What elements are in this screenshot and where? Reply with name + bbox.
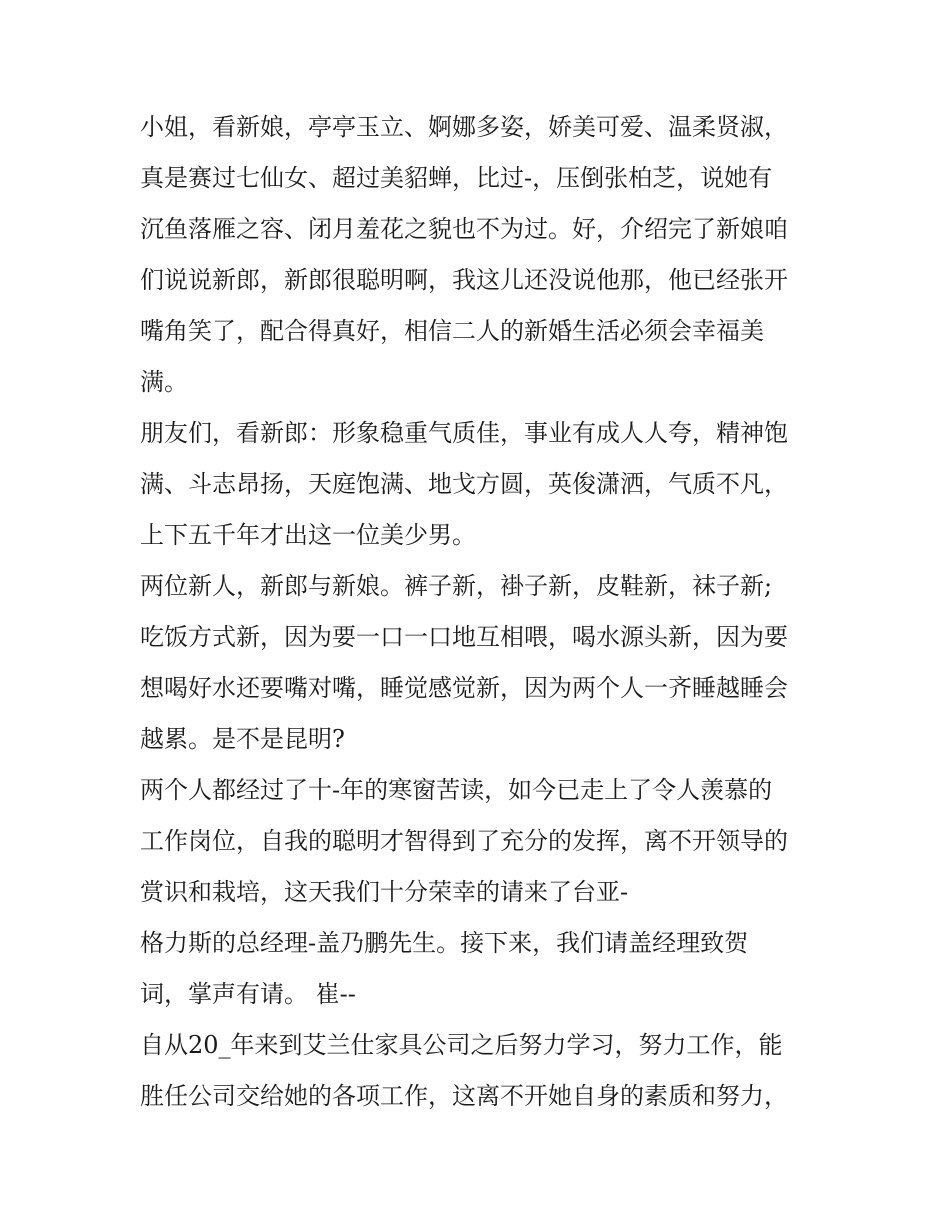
text-line: 赏识和栽培，这天我们十分荣幸的请来了台亚- — [140, 878, 629, 906]
text-line: 小姐，看新娘，亭亭玉立、婀娜多姿，娇美可爱、温柔贤淑， — [140, 113, 788, 141]
text-line: 真是赛过七仙女、超过美貂蝉，比过-，压倒张柏芝，说她有 — [140, 164, 773, 192]
text-line: 两位新人，新郎与新娘。裤子新，褂子新，皮鞋新，袜子新; — [140, 572, 773, 600]
text-line: 嘴角笑了，配合得真好，相信二人的新婚生活必须会幸福美 — [140, 317, 764, 345]
text-line: 吃饭方式新，因为要一口一口地互相喂，喝水源头新，因为要 — [140, 623, 788, 651]
text-line: 沉鱼落雁之容、闭月羞花之貌也不为过。好，介绍完了新娘咱 — [140, 215, 788, 243]
text-line: 格力斯的总经理-盖乃鹏先生。接下来，我们请盖经理致贺 — [140, 929, 749, 957]
text-line: 朋友们，看新郎：形象稳重气质佳，事业有成人人夸，精神饱 — [140, 419, 788, 447]
text-line: 想喝好水还要嘴对嘴，睡觉感觉新，因为两个人一齐睡越睡会 — [140, 674, 788, 702]
text-line: 词，掌声有请。 崔-- — [140, 980, 356, 1008]
text-line: 上下五千年才出这一位美少男。 — [140, 521, 476, 549]
text-line: 满。 — [140, 368, 188, 396]
text-line: 满、斗志昂扬，天庭饱满、地戈方圆，英俊潇洒，气质不凡， — [140, 470, 788, 498]
text-line: 们说说新郎，新郎很聪明啊，我这儿还没说他那，他已经张开 — [140, 266, 788, 294]
text-line: 两个人都经过了十-年的寒窗苦读，如今已走上了令人羡慕的 — [140, 776, 773, 804]
text-line: 越累。是不是昆明? — [140, 725, 345, 753]
text-line: 工作岗位，自我的聪明才智得到了充分的发挥，离不开领导的 — [140, 827, 788, 855]
document-text — [140, 102, 830, 1122]
text-line: 自从20_年来到艾兰仕家具公司之后努力学习，努力工作，能 — [140, 1031, 783, 1059]
text-line: 胜任公司交给她的各项工作，这离不开她自身的素质和努力， — [140, 1082, 788, 1110]
